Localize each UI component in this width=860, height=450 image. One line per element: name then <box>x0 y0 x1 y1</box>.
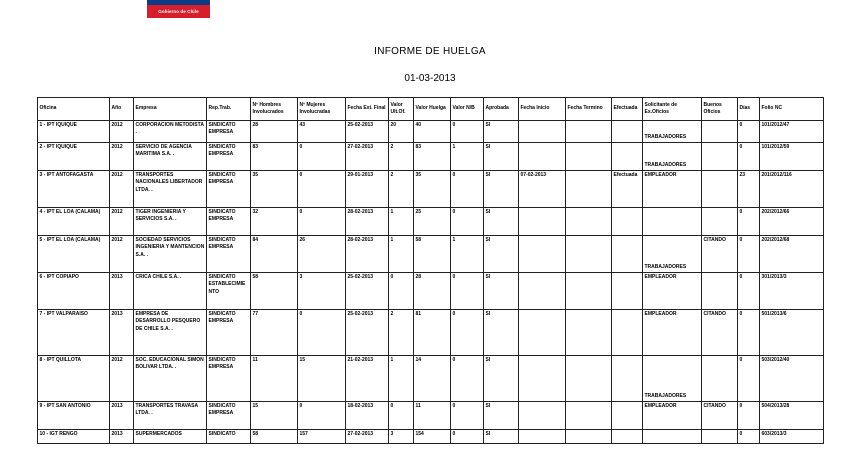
cell-anio: 2013 <box>110 402 134 430</box>
cell-hombres: 32 <box>251 208 298 236</box>
header-valor-nb: Valor N/B <box>451 98 484 121</box>
gobierno-logo <box>147 0 210 18</box>
cell-dias: 0 <box>738 310 760 356</box>
cell-mujeres: 0 <box>298 171 346 208</box>
cell-dias: 0 <box>738 208 760 236</box>
cell-rep-trab: SINDICATO EMPRESA <box>207 310 251 356</box>
cell-mujeres: 0 <box>298 208 346 236</box>
cell-efectuada <box>612 121 643 143</box>
cell-fecha-termino <box>566 402 612 430</box>
cell-valor-ult: 0 <box>389 402 414 430</box>
cell-anio: 2013 <box>110 310 134 356</box>
cell-folio: 101/2012/59 <box>760 143 824 171</box>
cell-hombres: 35 <box>251 171 298 208</box>
cell-oficina: 8 - IPT QUILLOTA <box>38 356 110 402</box>
cell-buenos-oficios <box>702 121 738 143</box>
report-date: 01-03-2013 <box>404 73 456 84</box>
cell-folio: 201/2012/116 <box>760 171 824 208</box>
cell-dias: 0 <box>738 402 760 430</box>
table-row <box>38 208 824 236</box>
cell-folio: 504/2013/28 <box>760 402 824 430</box>
cell-anio: 2013 <box>110 273 134 310</box>
cell-oficina: 2 - IPT IQUIQUE <box>38 143 110 171</box>
cell-efectuada <box>612 356 643 402</box>
cell-fecha-termino <box>566 356 612 402</box>
cell-oficina: 3 - IPT ANTOFAGASTA <box>38 171 110 208</box>
cell-valor-huelga: 58 <box>414 236 451 273</box>
cell-empresa: SERVICIO DE AGENCIA MARITIMA S.A. . <box>134 143 207 171</box>
cell-fecha-inicio <box>519 236 566 273</box>
cell-valor-nb: 0 <box>451 208 484 236</box>
cell-fecha-ext: 18-02-2013 <box>346 402 389 430</box>
cell-valor-nb: 0 <box>451 273 484 310</box>
header-fecha-ext: Fecha Ext. Final <box>346 98 389 121</box>
cell-fecha-ext: 25-02-2013 <box>346 310 389 356</box>
cell-aprobada: SI <box>484 430 519 444</box>
header-efectuada: Efectuada <box>612 98 643 121</box>
cell-folio: 501/2013/6 <box>760 310 824 356</box>
table-row <box>38 273 824 310</box>
cell-folio: 603/2013/3 <box>760 430 824 444</box>
cell-valor-nb: 0 <box>451 402 484 430</box>
cell-aprobada: SI <box>484 273 519 310</box>
cell-valor-nb: 0 <box>451 356 484 402</box>
cell-hombres: 15 <box>251 402 298 430</box>
cell-solicitante <box>643 430 702 444</box>
header-valor-huelga: Valor Huelga <box>414 98 451 121</box>
cell-dias: 0 <box>738 356 760 402</box>
cell-buenos-oficios <box>702 171 738 208</box>
cell-rep-trab: SINDICATO <box>207 430 251 444</box>
cell-buenos-oficios: CITANDO <box>702 236 738 273</box>
cell-fecha-ext: 25-02-2013 <box>346 121 389 143</box>
cell-folio: 202/2012/66 <box>760 208 824 236</box>
header-fecha-termino: Fecha Termino <box>566 98 612 121</box>
table-row <box>38 356 824 402</box>
cell-dias: 0 <box>738 143 760 171</box>
cell-efectuada <box>612 310 643 356</box>
header-aprobada: Aprobada <box>484 98 519 121</box>
cell-rep-trab: SINDICATO EMPRESA <box>207 236 251 273</box>
cell-solicitante: TRABAJADORES <box>643 236 702 273</box>
cell-rep-trab: SINDICATO EMPRESA <box>207 143 251 171</box>
cell-dias: 0 <box>738 236 760 273</box>
header-oficina: Oficina <box>38 98 110 121</box>
header-folio: Folio NC <box>760 98 824 121</box>
cell-dias: 0 <box>738 430 760 444</box>
table-row <box>38 430 824 444</box>
cell-hombres: 58 <box>251 430 298 444</box>
cell-valor-huelga: 14 <box>414 356 451 402</box>
cell-buenos-oficios: CITANDO <box>702 402 738 430</box>
logo-text: Gobierno de Chile <box>147 5 210 18</box>
cell-folio: 301/2013/3 <box>760 273 824 310</box>
cell-rep-trab: SINDICATO EMPRESA <box>207 171 251 208</box>
cell-fecha-inicio <box>519 402 566 430</box>
cell-efectuada <box>612 208 643 236</box>
cell-rep-trab: SINDICATO EMPRESA <box>207 208 251 236</box>
cell-fecha-termino <box>566 121 612 143</box>
cell-fecha-ext: 27-02-2013 <box>346 430 389 444</box>
cell-oficina: 10 - IGT RENGO <box>38 430 110 444</box>
report-title: INFORME DE HUELGA <box>374 46 486 57</box>
cell-solicitante: EMPLEADOR <box>643 402 702 430</box>
cell-solicitante: TRABAJADORES <box>643 121 702 143</box>
cell-valor-nb: 0 <box>451 310 484 356</box>
cell-fecha-inicio <box>519 143 566 171</box>
cell-fecha-inicio <box>519 430 566 444</box>
cell-folio: 503/2012/40 <box>760 356 824 402</box>
cell-efectuada <box>612 273 643 310</box>
cell-aprobada: SI <box>484 208 519 236</box>
cell-dias: 0 <box>738 121 760 143</box>
cell-valor-huelga: 154 <box>414 430 451 444</box>
table-row <box>38 310 824 356</box>
header-rep-trab: Rep.Trab. <box>207 98 251 121</box>
cell-anio: 2012 <box>110 171 134 208</box>
cell-valor-huelga: 40 <box>414 121 451 143</box>
cell-empresa: CRICA CHILE S.A. . <box>134 273 207 310</box>
cell-fecha-ext: 28-02-2013 <box>346 236 389 273</box>
cell-fecha-termino <box>566 310 612 356</box>
cell-anio: 2012 <box>110 121 134 143</box>
cell-fecha-termino <box>566 236 612 273</box>
cell-hombres: 83 <box>251 143 298 171</box>
cell-hombres: 58 <box>251 273 298 310</box>
cell-rep-trab: SINDICATO EMPRESA <box>207 356 251 402</box>
cell-fecha-termino <box>566 143 612 171</box>
cell-rep-trab: SINDICATO ESTABLECIMIENTO <box>207 273 251 310</box>
cell-empresa: TRANSPORTES TRAVASA LTDA. . <box>134 402 207 430</box>
cell-empresa: CORPORACION METODISTA . <box>134 121 207 143</box>
cell-valor-ult: 20 <box>389 121 414 143</box>
cell-mujeres: 43 <box>298 121 346 143</box>
cell-valor-huelga: 35 <box>414 171 451 208</box>
cell-mujeres: 0 <box>298 402 346 430</box>
cell-fecha-inicio <box>519 356 566 402</box>
strike-report-table <box>37 97 824 444</box>
table-row <box>38 143 824 171</box>
cell-efectuada <box>612 430 643 444</box>
table-row <box>38 121 824 143</box>
cell-fecha-termino <box>566 208 612 236</box>
cell-fecha-ext: 28-02-2013 <box>346 208 389 236</box>
cell-empresa: SOC. EDUCACIONAL SIMON BOLIVAR LTDA. . <box>134 356 207 402</box>
cell-solicitante: EMPLEADOR <box>643 171 702 208</box>
cell-oficina: 6 - IPT COPIAPO <box>38 273 110 310</box>
cell-valor-nb: 0 <box>451 171 484 208</box>
cell-hombres: 84 <box>251 236 298 273</box>
cell-empresa: EMPRESA DE DESARROLLO PESQUERO DE CHILE S.A. . <box>134 310 207 356</box>
header-mujeres: Nº Mujeres Involucradas <box>298 98 346 121</box>
cell-empresa: TRANSPORTES NACIONALES LIBERTADOR LTDA. . <box>134 171 207 208</box>
cell-efectuada: Efectuada <box>612 171 643 208</box>
cell-buenos-oficios: CITANDO <box>702 310 738 356</box>
cell-valor-nb: 1 <box>451 143 484 171</box>
cell-aprobada: SI <box>484 356 519 402</box>
cell-mujeres: 0 <box>298 143 346 171</box>
cell-hombres: 11 <box>251 356 298 402</box>
cell-mujeres: 3 <box>298 273 346 310</box>
cell-fecha-ext: 27-02-2013 <box>346 143 389 171</box>
cell-valor-huelga: 25 <box>414 208 451 236</box>
header-hombres: Nº Hombres Involucrados <box>251 98 298 121</box>
cell-hombres: 28 <box>251 121 298 143</box>
table-row <box>38 236 824 273</box>
cell-fecha-termino <box>566 171 612 208</box>
cell-valor-ult: 0 <box>389 273 414 310</box>
cell-fecha-inicio <box>519 310 566 356</box>
cell-anio: 2012 <box>110 236 134 273</box>
cell-valor-nb: 0 <box>451 430 484 444</box>
cell-buenos-oficios <box>702 356 738 402</box>
cell-fecha-ext: 21-02-2013 <box>346 356 389 402</box>
cell-oficina: 5 - IPT EL LOA (CALAMA) <box>38 236 110 273</box>
cell-fecha-ext: 25-02-2013 <box>346 273 389 310</box>
cell-anio: 2013 <box>110 430 134 444</box>
cell-rep-trab: SINDICATO EMPRESA <box>207 121 251 143</box>
header-solicitante: Solicitante de Ex.Oficios <box>643 98 702 121</box>
cell-folio: 101/2012/47 <box>760 121 824 143</box>
cell-anio: 2012 <box>110 208 134 236</box>
cell-valor-nb: 0 <box>451 121 484 143</box>
cell-fecha-ext: 29-01-2013 <box>346 171 389 208</box>
cell-anio: 2012 <box>110 356 134 402</box>
table-row <box>38 402 824 430</box>
cell-dias: 23 <box>738 171 760 208</box>
cell-valor-ult: 1 <box>389 356 414 402</box>
cell-solicitante: TRABAJADORES <box>643 356 702 402</box>
cell-mujeres: 15 <box>298 356 346 402</box>
cell-aprobada: SI <box>484 171 519 208</box>
cell-valor-ult: 1 <box>389 236 414 273</box>
cell-valor-huelga: 11 <box>414 402 451 430</box>
cell-aprobada: SI <box>484 143 519 171</box>
cell-fecha-inicio <box>519 121 566 143</box>
table-row <box>38 171 824 208</box>
cell-fecha-termino <box>566 430 612 444</box>
cell-valor-ult: 2 <box>389 143 414 171</box>
cell-mujeres: 0 <box>298 310 346 356</box>
cell-anio: 2012 <box>110 143 134 171</box>
cell-solicitante <box>643 208 702 236</box>
cell-valor-ult: 2 <box>389 171 414 208</box>
cell-mujeres: 157 <box>298 430 346 444</box>
table-header-row <box>38 98 824 121</box>
cell-valor-ult: 3 <box>389 430 414 444</box>
cell-fecha-inicio <box>519 208 566 236</box>
header-dias: Días <box>738 98 760 121</box>
cell-fecha-inicio <box>519 273 566 310</box>
cell-valor-nb: 1 <box>451 236 484 273</box>
cell-solicitante: EMPLEADOR <box>643 310 702 356</box>
header-valor-ult: Valor Ult.Of. <box>389 98 414 121</box>
cell-buenos-oficios <box>702 208 738 236</box>
cell-hombres: 77 <box>251 310 298 356</box>
cell-folio: 202/2012/68 <box>760 236 824 273</box>
cell-efectuada <box>612 236 643 273</box>
cell-empresa: TIGER INGENIERIA Y SERVICIOS S.A. . <box>134 208 207 236</box>
cell-oficina: 9 - IPT SAN ANTONIO <box>38 402 110 430</box>
header-fecha-inicio: Fecha Inicio <box>519 98 566 121</box>
cell-empresa: SUPERMERCADOS <box>134 430 207 444</box>
cell-oficina: 1 - IPT IQUIQUE <box>38 121 110 143</box>
cell-valor-ult: 1 <box>389 208 414 236</box>
cell-solicitante: EMPLEADOR <box>643 273 702 310</box>
cell-mujeres: 26 <box>298 236 346 273</box>
cell-rep-trab: SINDICATO EMPRESA <box>207 402 251 430</box>
cell-valor-huelga: 28 <box>414 273 451 310</box>
cell-valor-huelga: 83 <box>414 143 451 171</box>
cell-aprobada: SI <box>484 236 519 273</box>
cell-dias: 0 <box>738 273 760 310</box>
cell-aprobada: SI <box>484 121 519 143</box>
cell-valor-ult: 2 <box>389 310 414 356</box>
header-empresa: Empresa <box>134 98 207 121</box>
cell-solicitante: TRABAJADORES <box>643 143 702 171</box>
cell-oficina: 7 - IPT VALPARAISO <box>38 310 110 356</box>
cell-buenos-oficios <box>702 143 738 171</box>
cell-fecha-inicio: 07-02-2013 <box>519 171 566 208</box>
cell-buenos-oficios <box>702 273 738 310</box>
cell-efectuada <box>612 143 643 171</box>
cell-empresa: SOCIEDAD SERVICIOS INGENIERIA Y MANTENCION S.A. . <box>134 236 207 273</box>
header-anio: Año <box>110 98 134 121</box>
header-buenos-oficios: Buenos Oficios <box>702 98 738 121</box>
cell-fecha-termino <box>566 273 612 310</box>
cell-buenos-oficios <box>702 430 738 444</box>
cell-aprobada: SI <box>484 402 519 430</box>
cell-valor-huelga: 81 <box>414 310 451 356</box>
cell-aprobada: SI <box>484 310 519 356</box>
cell-efectuada <box>612 402 643 430</box>
cell-oficina: 4 - IPT EL LOA (CALAMA) <box>38 208 110 236</box>
